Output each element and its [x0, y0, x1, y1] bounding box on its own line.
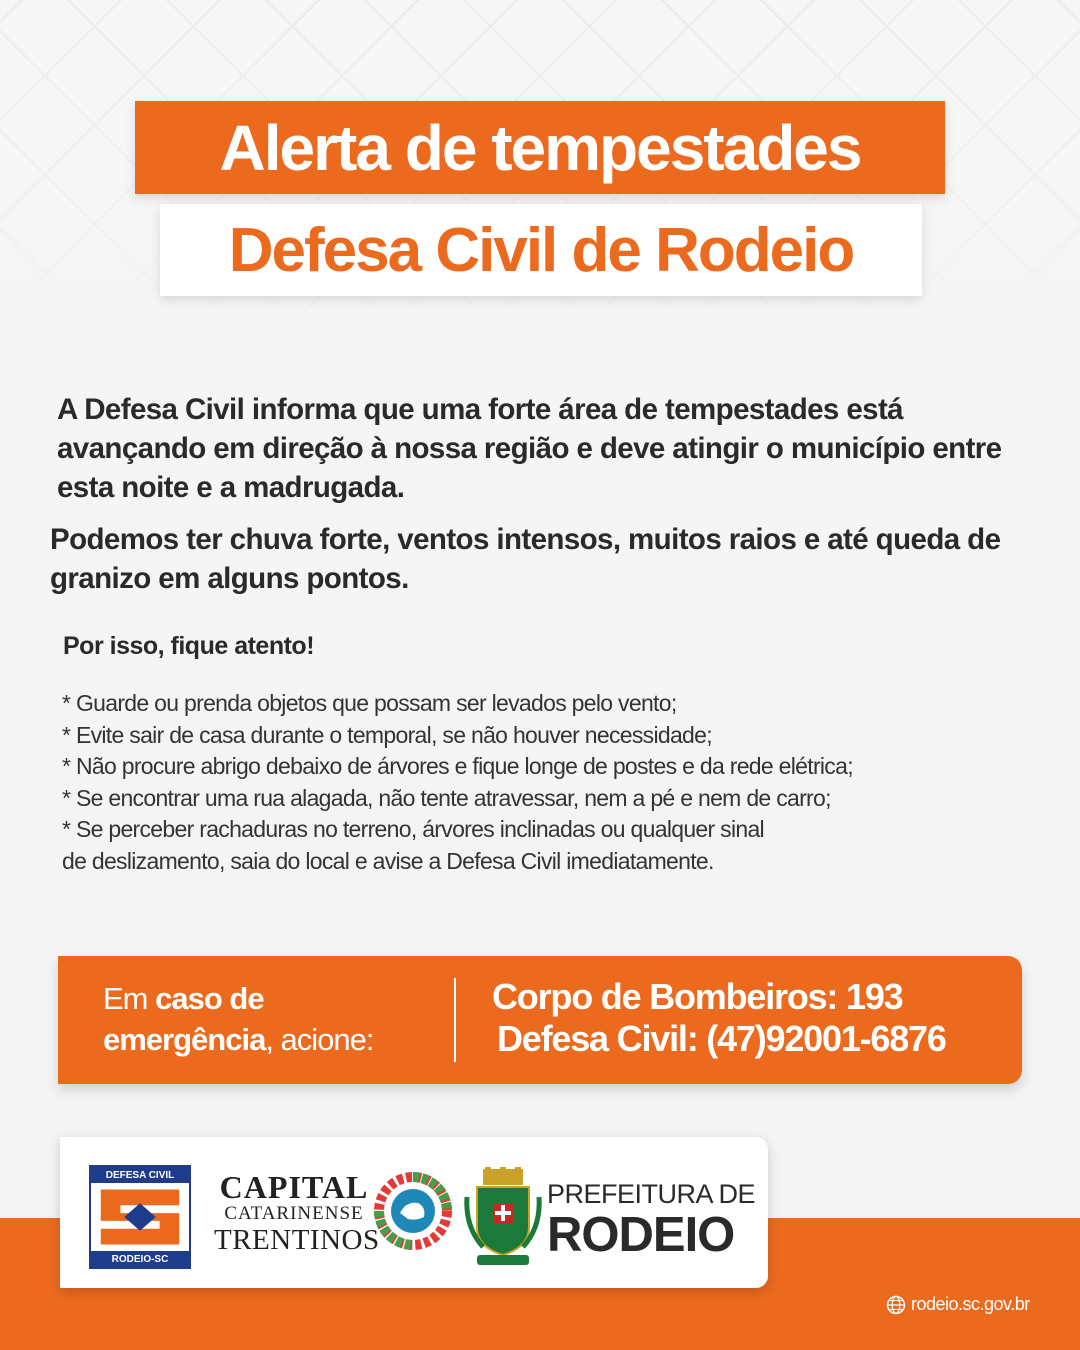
capital-trentinos-logo: [214, 1169, 380, 1256]
prefeitura-line-1: PREFEITURA DE: [547, 1179, 756, 1209]
tip-item: * Se perceber rachaduras no terreno, árvores inclinadas ou qualquer sinal de deslizamento, saia do local e avise a Defesa Civil imediatamente.: [62, 816, 764, 874]
page-subtitle: Defesa Civil de Rodeio: [228, 215, 854, 285]
emergency-prefix: Em: [103, 981, 156, 1016]
defesa-civil-logo-top: DEFESA CIVIL: [91, 1167, 189, 1183]
capital-line-2: CATARINENSE: [224, 1203, 364, 1224]
capital-line-1: CAPITAL: [219, 1169, 369, 1205]
emergency-contacts-box: [58, 956, 1022, 1084]
emergency-strong-2: emergência: [103, 1022, 266, 1057]
prefeitura-rodeio-logo: [547, 1179, 755, 1261]
globe-icon: [886, 1295, 906, 1315]
intro-paragraph: A Defesa Civil informa que uma forte área de tempestades está avançando em direção à nossa região e deve atingir o município entre esta noite e a madrugada.: [57, 393, 1002, 504]
emergency-strong-1: caso de: [155, 981, 264, 1016]
attention-heading: Por isso, fique atento!: [63, 632, 315, 660]
subtitle-banner: [160, 204, 922, 296]
forecast-paragraph: Podemos ter chuva forte, ventos intensos, muitos raios e até queda de granizo em alguns pontos.: [50, 523, 1001, 595]
emergency-label: [103, 978, 453, 1060]
tip-item: * Guarde ou prenda objetos que possam ser levados pelo vento;: [62, 690, 677, 716]
title-banner: [135, 101, 945, 194]
website-link[interactable]: [886, 1294, 1030, 1315]
partner-logos-card: [60, 1137, 768, 1288]
rodeio-coat-of-arms-icon: [463, 1167, 543, 1269]
defesa-civil-logo-bottom: RODEIO-SC: [91, 1251, 189, 1267]
emergency-suffix: , acione:: [265, 1022, 374, 1057]
safety-tips-list: [62, 688, 1052, 877]
emergency-divider: [454, 978, 456, 1062]
tip-item: * Evite sair de casa durante o temporal, se não houver necessidade;: [62, 721, 712, 748]
website-url: rodeio.sc.gov.br: [911, 1294, 1030, 1314]
tip-item: * Se encontrar uma rua alagada, não tente atravessar, nem a pé e nem de carro;: [62, 784, 831, 811]
capital-circle-emblem-icon: [374, 1163, 452, 1259]
page-title: Alerta de tempestades: [219, 111, 861, 184]
tip-item: * Não procure abrigo debaixo de árvores e fique longe de postes e da rede elétrica;: [62, 753, 853, 779]
defesa-civil-logo: [89, 1165, 191, 1269]
capital-line-3: TRENTINOS: [214, 1224, 380, 1256]
prefeitura-line-2: RODEIO: [547, 1208, 735, 1262]
fire-department-number: Corpo de Bombeiros: 193: [492, 976, 903, 1017]
emergency-numbers: [492, 976, 1012, 1060]
civil-defense-number: Defesa Civil: (47)92001-6876: [497, 1018, 946, 1059]
defesa-civil-emblem-icon: [91, 1183, 189, 1251]
